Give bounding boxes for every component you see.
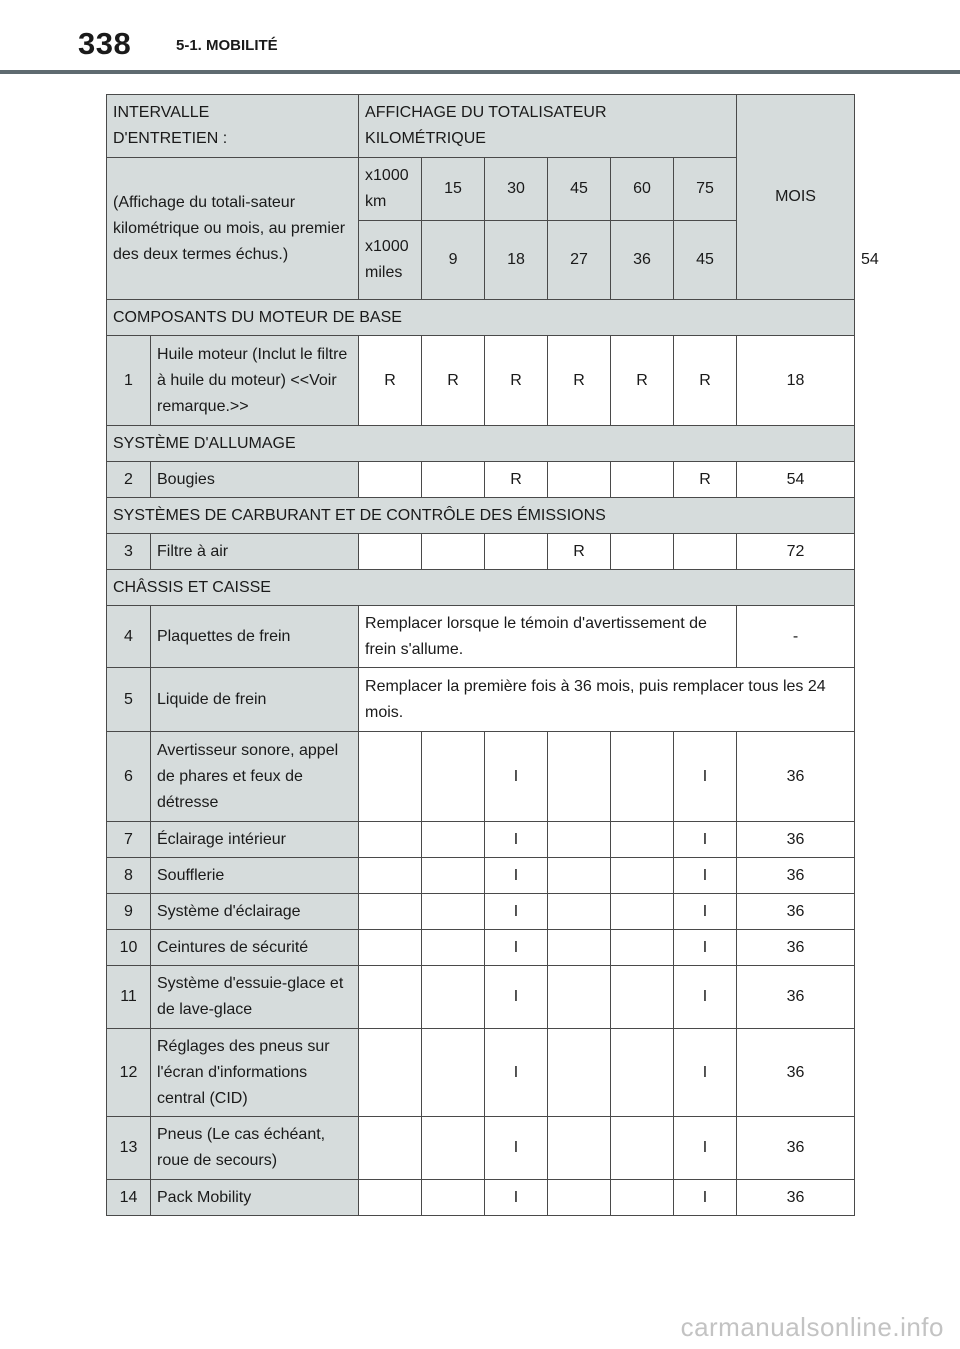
table-row <box>107 462 855 498</box>
interval-cell: I <box>674 966 737 1029</box>
table-row <box>107 534 855 570</box>
km-unit-label: x1000 km <box>359 158 422 221</box>
section-title-cell: SYSTÈMES DE CARBURANT ET DE CONTRÔLE DES ÉMISSIONS <box>107 498 855 534</box>
months-cell: 72 <box>737 534 855 570</box>
interval-cell <box>485 534 548 570</box>
table-row <box>107 1029 855 1117</box>
interval-cell: R <box>548 534 611 570</box>
table-body <box>107 300 855 1216</box>
item-number: 9 <box>107 894 151 930</box>
interval-cell <box>611 1029 674 1117</box>
item-number: 12 <box>107 1029 151 1117</box>
interval-cell: R <box>674 336 737 426</box>
km-value: 45 <box>548 158 611 221</box>
item-number: 8 <box>107 858 151 894</box>
interval-cell: I <box>485 732 548 822</box>
item-number: 13 <box>107 1117 151 1180</box>
item-name: Huile moteur (Inclut le filtre à huile du moteur) <<Voir remarque.>> <box>151 336 359 426</box>
section-title-cell: SYSTÈME D'ALLUMAGE <box>107 426 855 462</box>
interval-cell <box>674 534 737 570</box>
table-row <box>107 1117 855 1180</box>
section-header-row <box>107 570 855 606</box>
interval-cell <box>548 462 611 498</box>
table-row <box>107 606 855 668</box>
interval-cell <box>422 822 485 858</box>
odometer-label: AFFICHAGE DU TOTALISATEUR KILOMÉTRIQUE <box>359 95 737 158</box>
km-value: 60 <box>611 158 674 221</box>
section-title-cell: CHÂSSIS ET CAISSE <box>107 570 855 606</box>
interval-cell: I <box>485 858 548 894</box>
table-row <box>107 1180 855 1216</box>
interval-cell <box>548 858 611 894</box>
interval-cell: I <box>674 1180 737 1216</box>
interval-cell <box>611 822 674 858</box>
item-name: Ceintures de sécurité <box>151 930 359 966</box>
table-row <box>107 668 855 732</box>
interval-cell <box>422 966 485 1029</box>
miles-value: 27 <box>548 221 611 300</box>
interval-cell <box>422 858 485 894</box>
interval-cell <box>548 1180 611 1216</box>
km-value: 75 <box>674 158 737 221</box>
km-value: 30 <box>485 158 548 221</box>
table-row <box>107 966 855 1029</box>
interval-cell <box>548 822 611 858</box>
page-number: 338 <box>78 26 132 61</box>
item-name: Liquide de frein <box>151 668 359 732</box>
interval-cell <box>359 462 422 498</box>
item-name: Éclairage intérieur <box>151 822 359 858</box>
interval-cell <box>422 1117 485 1180</box>
interval-cell: I <box>674 822 737 858</box>
item-name: Système d'éclairage <box>151 894 359 930</box>
interval-cell: I <box>485 822 548 858</box>
months-cell: 36 <box>737 894 855 930</box>
interval-cell <box>359 1180 422 1216</box>
item-number: 11 <box>107 966 151 1029</box>
table-row <box>107 894 855 930</box>
item-name: Bougies <box>151 462 359 498</box>
interval-cell <box>548 894 611 930</box>
interval-cell: I <box>674 1029 737 1117</box>
interval-cell: I <box>674 1117 737 1180</box>
watermark: carmanualsonline.info <box>680 1312 944 1342</box>
item-number: 10 <box>107 930 151 966</box>
interval-cell <box>611 462 674 498</box>
item-name: Plaquettes de frein <box>151 606 359 668</box>
item-number: 3 <box>107 534 151 570</box>
item-name: Avertisseur sonore, appel de phares et feux de détresse <box>151 732 359 822</box>
miles-value: 45 <box>674 221 737 300</box>
item-name: Réglages des pneus sur l'écran d'informations central (CID) <box>151 1029 359 1117</box>
interval-cell <box>359 1117 422 1180</box>
months-cell: 36 <box>737 930 855 966</box>
interval-cell <box>611 534 674 570</box>
interval-cell <box>548 1117 611 1180</box>
months-cell: 54 <box>737 462 855 498</box>
interval-cell <box>548 930 611 966</box>
interval-cell: I <box>485 930 548 966</box>
interval-cell <box>548 966 611 1029</box>
interval-cell <box>611 1117 674 1180</box>
months-cell: - <box>737 606 855 668</box>
months-cell: 36 <box>737 1180 855 1216</box>
header-divider <box>0 70 960 74</box>
interval-cell: I <box>485 1029 548 1117</box>
item-note: Remplacer lorsque le témoin d'avertissement de frein s'allume. <box>359 606 737 668</box>
miles-value: 36 <box>611 221 674 300</box>
interval-cell <box>359 930 422 966</box>
item-number: 2 <box>107 462 151 498</box>
interval-cell: I <box>485 1117 548 1180</box>
interval-cell <box>548 1029 611 1117</box>
interval-cell: R <box>422 336 485 426</box>
section-title-cell: COMPOSANTS DU MOTEUR DE BASE <box>107 300 855 336</box>
item-name: Pack Mobility <box>151 1180 359 1216</box>
section-title: 5-1. MOBILITÉ <box>176 37 278 54</box>
interval-cell: R <box>485 336 548 426</box>
months-cell: 36 <box>737 1117 855 1180</box>
item-number: 5 <box>107 668 151 732</box>
months-cell: 36 <box>737 1029 855 1117</box>
miles-value: 18 <box>485 221 548 300</box>
interval-cell <box>611 966 674 1029</box>
table-row <box>107 822 855 858</box>
item-number: 4 <box>107 606 151 668</box>
interval-description: (Affichage du totali-sateur kilométrique ou mois, au premier des deux termes échus.) <box>107 158 359 300</box>
months-cell: 36 <box>737 822 855 858</box>
interval-cell: R <box>674 462 737 498</box>
interval-cell <box>359 732 422 822</box>
months-cell: 36 <box>737 732 855 822</box>
interval-cell <box>359 1029 422 1117</box>
interval-cell <box>422 732 485 822</box>
interval-cell <box>548 732 611 822</box>
interval-cell <box>422 930 485 966</box>
interval-cell: I <box>674 858 737 894</box>
miles-value: 9 <box>422 221 485 300</box>
section-header-row <box>107 498 855 534</box>
miles-unit-label: x1000 miles <box>359 221 422 300</box>
months-header: MOIS <box>737 95 855 300</box>
interval-cell: R <box>359 336 422 426</box>
table-row <box>107 930 855 966</box>
interval-cell <box>359 966 422 1029</box>
interval-cell <box>611 930 674 966</box>
item-number: 14 <box>107 1180 151 1216</box>
interval-cell: I <box>485 894 548 930</box>
item-note: Remplacer la première fois à 36 mois, puis remplacer tous les 24 mois. <box>359 668 855 732</box>
interval-cell <box>359 858 422 894</box>
section-header-row <box>107 300 855 336</box>
interval-cell <box>359 822 422 858</box>
km-value: 15 <box>422 158 485 221</box>
item-name: Soufflerie <box>151 858 359 894</box>
interval-cell: R <box>548 336 611 426</box>
header-row-miles: x1000 miles 9 18 27 36 45 54 <box>107 221 855 300</box>
interval-cell <box>422 534 485 570</box>
item-name: Système d'essuie-glace et de lave-glace <box>151 966 359 1029</box>
table-row <box>107 858 855 894</box>
months-cell: 36 <box>737 966 855 1029</box>
interval-cell <box>422 894 485 930</box>
section-header-row <box>107 426 855 462</box>
interval-cell: I <box>674 894 737 930</box>
months-cell: 18 <box>737 336 855 426</box>
interval-cell <box>422 1029 485 1117</box>
item-name: Pneus (Le cas échéant, roue de secours) <box>151 1117 359 1180</box>
header-row-titles <box>107 95 855 158</box>
interval-label: INTERVALLE D'ENTRETIEN : <box>107 95 359 158</box>
interval-cell <box>611 894 674 930</box>
item-number: 7 <box>107 822 151 858</box>
interval-cell: R <box>485 462 548 498</box>
item-number: 1 <box>107 336 151 426</box>
interval-cell: I <box>485 966 548 1029</box>
interval-cell <box>422 462 485 498</box>
interval-cell: I <box>485 1180 548 1216</box>
item-name: Filtre à air <box>151 534 359 570</box>
maintenance-schedule-table <box>106 94 879 1216</box>
interval-cell: R <box>611 336 674 426</box>
interval-cell <box>359 894 422 930</box>
interval-cell: I <box>674 732 737 822</box>
interval-cell <box>611 858 674 894</box>
item-number: 6 <box>107 732 151 822</box>
table-row <box>107 336 855 426</box>
interval-cell <box>611 732 674 822</box>
interval-cell: I <box>674 930 737 966</box>
interval-cell <box>611 1180 674 1216</box>
interval-cell <box>422 1180 485 1216</box>
table-row <box>107 732 855 822</box>
months-cell: 36 <box>737 858 855 894</box>
interval-cell <box>359 534 422 570</box>
